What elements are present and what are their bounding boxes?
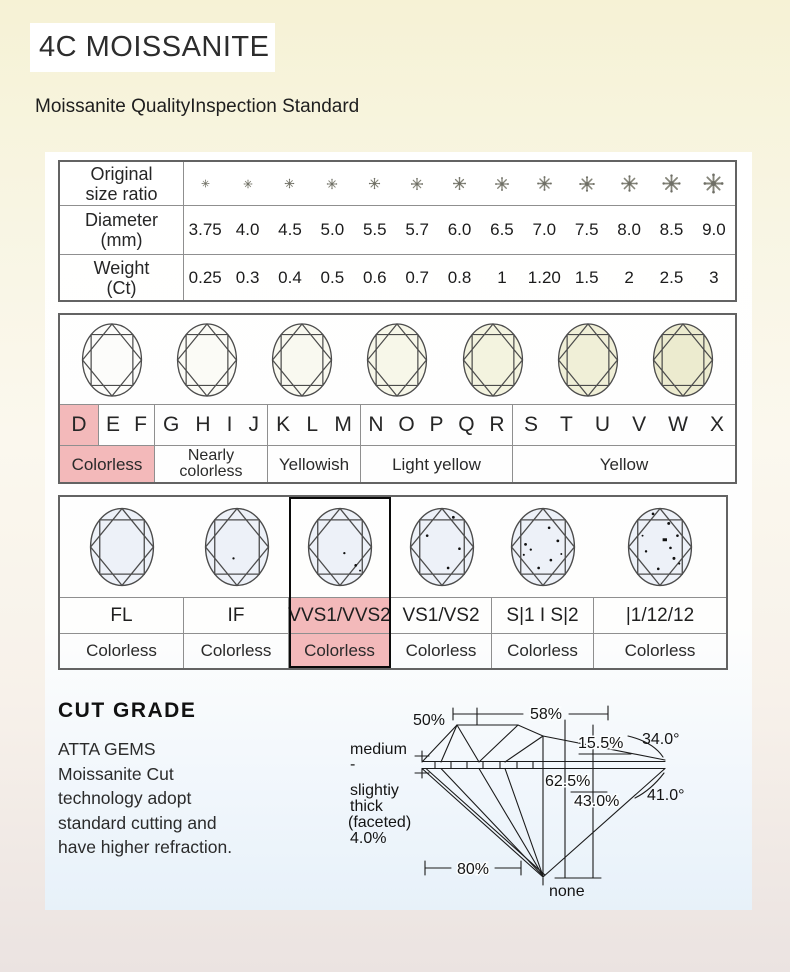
color-label-colorless: Colorless [60, 446, 155, 482]
gem-sparkle-icon [201, 179, 210, 188]
gem-sparkle-icon [452, 176, 467, 191]
gem-sparkle-icon [368, 177, 381, 190]
clarity-grade-vs: VS1/VS2 [391, 598, 492, 633]
gem-sparkle-icon [661, 173, 682, 194]
girdle-text: medium [350, 741, 407, 758]
gem-sparkle-icon [243, 179, 253, 189]
clarity-grade-if: IF [184, 598, 289, 633]
table-pct-label: 58% [529, 706, 563, 723]
diamond-cut-diagram [345, 692, 745, 912]
girdle-text: - [350, 756, 356, 773]
color-grade-cell-klm: K L M [268, 405, 361, 445]
gem-sparkle-icon [702, 172, 725, 195]
culet-label: none [549, 883, 585, 900]
gem-topview-icon [499, 499, 587, 595]
table-row [60, 206, 735, 255]
girdle-text: 4.0% [350, 830, 387, 847]
total-depth-label: 62.5% [545, 773, 591, 790]
color-grade-cell-d: D [60, 405, 99, 445]
pavilion-angle-label: 41.0° [647, 787, 685, 804]
lower-girdle-label: 80% [456, 861, 490, 878]
gem-topview-icon [193, 499, 281, 595]
color-label-yellowish: Yellowish [268, 446, 361, 482]
clarity-grade-fl: FL [60, 598, 184, 633]
row-header-original-size: Original size ratio [60, 162, 184, 205]
page-title: 4C MOISSANITE [39, 31, 270, 63]
gem-sparkle-icon [536, 175, 553, 192]
gem-topview-icon [296, 499, 384, 595]
clarity-grade-table [58, 495, 728, 670]
color-grade-cell-ef: E F [99, 405, 155, 445]
cut-grade-description: ATTA GEMS Moissanite Cut technology adopt standard cutting and have higher refraction. [58, 739, 233, 857]
girdle-text: (faceted) [348, 814, 412, 831]
weight-values: 0.25 0.3 0.4 0.5 0.6 0.7 0.8 1 1.20 1.5 2 2.5 3 [188, 267, 719, 287]
girdle-text: slightiy [350, 782, 399, 799]
color-label-yellow: Yellow [599, 454, 649, 474]
color-label-row [60, 446, 735, 482]
table-row [60, 255, 735, 300]
clarity-grade-si: S|1 I S|2 [492, 598, 594, 633]
gem-sparkle-icon [326, 178, 338, 190]
gem-topview-icon [70, 315, 154, 405]
gem-topview-icon [641, 315, 725, 405]
gem-sparkle-icon [620, 174, 639, 193]
color-gem-row [60, 315, 735, 405]
crown-height-label: 15.5% [578, 735, 624, 752]
gem-topview-icon [398, 499, 486, 595]
title-box [30, 23, 275, 72]
sparkle-row [184, 162, 735, 205]
table-row [60, 162, 735, 206]
gem-sparkle-icon [494, 176, 510, 192]
color-grade-cell-ghij: G H I J [155, 405, 268, 445]
clarity-gem-row [60, 497, 726, 598]
gem-sparkle-icon [578, 175, 596, 193]
color-grade-cell-stuvwx: S T U V W X [524, 413, 724, 436]
clarity-grade-i: |1/12/12 [625, 604, 695, 626]
color-grade-cell-nopqr: N O P Q R [361, 405, 513, 445]
page-subtitle: Moissanite QualityInspection Standard [35, 96, 360, 117]
gem-topview-icon [78, 499, 166, 595]
gem-sparkle-icon [284, 178, 295, 189]
size-ratio-table [58, 160, 737, 302]
clarity-grade-vvs: VVS1/VVS2 [289, 598, 391, 633]
gem-topview-icon [260, 315, 344, 405]
diameter-values: 3.75 4.0 4.5 5.0 5.5 5.7 6.0 6.5 7.0 7.5 8.0 8.5 9.0 [188, 220, 726, 239]
gem-topview-icon [355, 315, 439, 405]
color-label-nearly-colorless: Nearly colorless [155, 446, 268, 482]
row-header-weight: Weight (Ct) [60, 255, 184, 300]
color-label-light-yellow: Light yellow [361, 446, 513, 482]
gem-topview-icon [546, 315, 630, 405]
crown-angle-label: 34.0° [642, 731, 680, 748]
gem-topview-icon [165, 315, 249, 405]
pavilion-depth-label: 43.0% [574, 793, 620, 810]
clarity-label-row [60, 598, 726, 634]
color-grade-table [58, 313, 737, 484]
gem-topview-icon [616, 499, 704, 595]
star-pct-label: 50% [412, 712, 446, 729]
row-header-diameter: Diameter (mm) [60, 206, 184, 254]
gem-topview-icon [451, 315, 535, 405]
color-letter-row [60, 405, 735, 446]
cut-grade-heading: CUT GRADE [58, 699, 197, 722]
girdle-text: thick [350, 798, 383, 815]
clarity-colorless-row: Colorless Colorless Colorless Colorless Colorless Colorless [60, 634, 726, 668]
gem-sparkle-icon [410, 177, 424, 191]
